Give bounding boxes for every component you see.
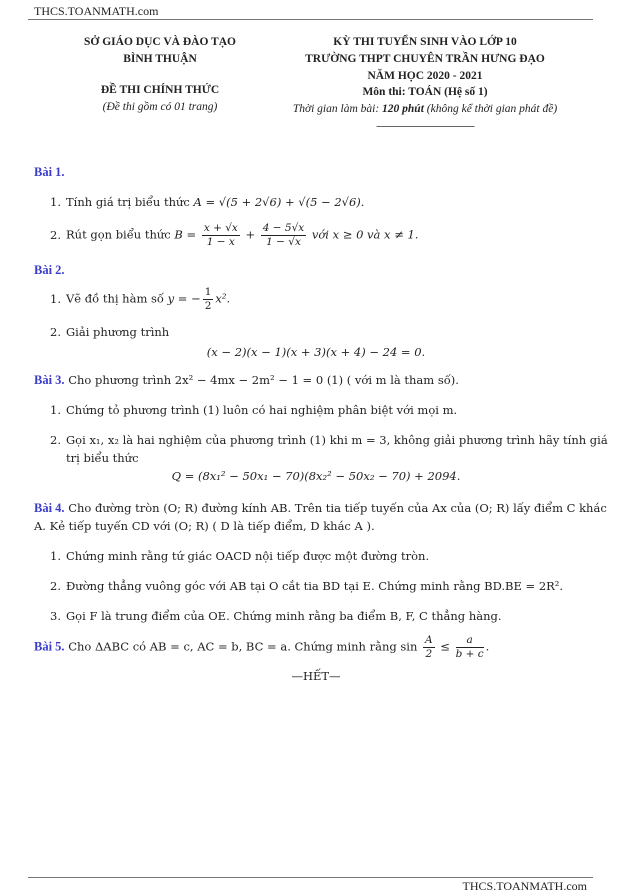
bai4-title: Bài 4. (34, 501, 65, 515)
bai3-question-2: 2. Gọi x₁, x₂ là hai nghiệm của phương trình (1) khi m = 3, không giải phương trình hãy tính giá (50, 433, 608, 447)
time-value: 120 phút (382, 103, 424, 115)
header-left (40, 34, 280, 116)
page-count-note: (Đề thi gồm có 01 trang) (102, 101, 218, 113)
bai3-equation: Q = (8x₁² − 50x₁ − 70)(8x₂² − 50x₂ − 70) + 2094. (171, 469, 461, 483)
site-watermark-bottom: THCS.TOANMATH.com (462, 879, 587, 893)
bai5-title: Bài 5. (34, 639, 65, 654)
bai4-intro-line: Bài 4. Cho đường tròn (O; R) đường kính AB. Trên tia tiếp tuyến của Ax của (O; R) lấy điểm C khác (34, 501, 607, 515)
bai3-question-1: 1. Chứng tỏ phương trình (1) luôn có hai nghiệm phân biệt với mọi m. (50, 403, 458, 417)
school-year: NĂM HỌC 2020 - 2021 (367, 70, 483, 82)
fraction-2: $\frac{4 - 5√x}{1 - √x}$ (262, 222, 305, 248)
bai1-question-1: 1. Tính giá trị biểu thức A = √(5 + 2√6) + √(5 − 2√6). (50, 195, 365, 209)
school-name: TRƯỜNG THPT CHUYÊN TRẦN HƯNG ĐẠO (305, 53, 545, 65)
bai3-question-2-cont: trị biểu thức (66, 451, 139, 465)
bai2-equation: (x − 2)(x − 1)(x + 3)(x + 4) − 24 = 0. (206, 345, 426, 359)
bai2-question-1: 1. Vẽ đồ thị hàm số y = − $\frac{1}{2}$ x². (50, 286, 231, 312)
time-line: Thời gian làm bài: 120 phút (không kể thời gian phát đề) (292, 103, 558, 115)
bai2-title: Bài 2. (34, 263, 65, 277)
fraction-a-bc: $\frac{a}{b + c}$ (455, 634, 484, 660)
header-right (280, 34, 570, 135)
department-name: SỞ GIÁO DỤC VÀ ĐÀO TẠO (84, 36, 236, 48)
bottom-rule (28, 877, 593, 878)
header-divider: ------------------------------------------ (376, 121, 474, 132)
bai5-line: Bài 5. Cho ΔABC có AB = c, AC = b, BC = a. Chứng minh rằng sin $\frac{A}{2}$ ≤ $\frac{a}{b + c}$ . (34, 634, 490, 660)
bai4-question-1: 1. Chứng minh rằng tứ giác OACD nội tiếp được một đường tròn. (50, 549, 430, 563)
bai4-question-3: 3. Gọi F là trung điểm của OE. Chứng minh rằng ba điểm B, F, C thẳng hàng. (50, 609, 502, 623)
bai1-question-2: 2. Rút gọn biểu thức B = $\frac{x + √x}{1 - x}$ + $\frac{4 - 5√x}{1 - √x}$ với x ≥ 0 và x ≠ 1. (50, 222, 419, 248)
site-watermark-top: THCS.TOANMATH.com (34, 4, 159, 18)
bai4-intro-line-2: A. Kẻ tiếp tuyến CD với (O; R) ( D là tiếp điểm, D khác A ). (34, 519, 375, 533)
end-marker: —HẾT— (291, 669, 341, 683)
subject-line: Môn thi: TOÁN (Hệ số 1) (362, 86, 488, 98)
official-exam-label: ĐỀ THI CHÍNH THỨC (100, 84, 220, 96)
bai1-title: Bài 1. (34, 165, 65, 179)
fraction-1: $\frac{x + √x}{1 - x}$ (203, 222, 238, 248)
fraction-a-half: $\frac{A}{2}$ (425, 634, 433, 660)
fraction-half: $\frac{1}{2}$ (204, 286, 212, 312)
bai3-intro-line: Bài 3. Cho phương trình 2x² − 4mx − 2m² − 1 = 0 (1) ( với m là tham số). (34, 373, 459, 387)
exam-title: KỲ THI TUYỂN SINH VÀO LỚP 10 (333, 36, 517, 48)
top-rule (28, 19, 593, 20)
bai4-question-2: 2. Đường thẳng vuông góc với AB tại O cắt tia BD tại E. Chứng minh rằng BD.BE = 2R². (50, 579, 564, 593)
bai3-title: Bài 3. (34, 373, 65, 387)
province-name: BÌNH THUẬN (123, 53, 197, 65)
bai2-question-2: 2. Giải phương trình (50, 325, 170, 339)
